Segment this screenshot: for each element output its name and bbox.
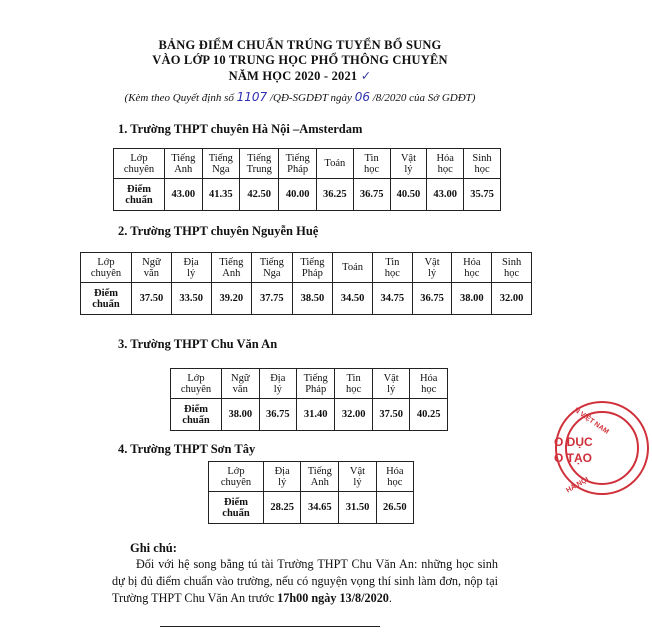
subject-cell: Tiếng Pháp <box>279 149 317 179</box>
row-label-score: Điểm chuẩn <box>171 399 222 431</box>
school-1-subject-row <box>114 149 501 179</box>
score-cell: 38.00 <box>222 399 260 431</box>
subject-cell: Tiếng Pháp <box>292 253 333 283</box>
school-3-table <box>170 368 448 431</box>
subject-cell: Tin học <box>353 149 390 179</box>
score-cell: 43.00 <box>427 179 464 211</box>
note-paragraph <box>112 556 498 607</box>
school-2-heading: 2. Trường THPT chuyên Nguyễn Huệ <box>118 224 319 238</box>
score-cell: 28.25 <box>264 492 301 524</box>
score-cell: 34.50 <box>333 283 373 315</box>
subject-cell: Vật lý <box>339 462 376 492</box>
subject-cell: Tiếng Pháp <box>297 369 335 399</box>
signature-line <box>160 626 380 627</box>
handwritten-check-mark: ✓ <box>360 68 372 83</box>
subject-cell: Tin học <box>372 253 412 283</box>
subject-cell: Địa lý <box>171 253 211 283</box>
school-2-score-row <box>81 283 532 315</box>
school-year: NĂM HỌC 2020 - 2021 <box>228 69 358 83</box>
subject-cell: Vật lý <box>412 253 452 283</box>
subject-cell: Tiếng Nga <box>252 253 293 283</box>
score-cell: 36.75 <box>353 179 390 211</box>
decision-reference <box>0 90 600 104</box>
subject-cell: Sinh học <box>492 253 532 283</box>
subject-cell: Hóa học <box>452 253 492 283</box>
handwritten-decision-number: 1107 <box>236 90 268 104</box>
seal-text-line-2: O TẠO <box>554 451 592 465</box>
school-4-table <box>208 461 414 524</box>
note-text-end: . <box>388 591 392 605</box>
score-cell: 40.25 <box>410 399 448 431</box>
subject-cell: Tiếng Anh <box>211 253 252 283</box>
score-cell: 39.20 <box>211 283 252 315</box>
score-cell: 26.50 <box>376 492 413 524</box>
score-cell: 32.00 <box>335 399 373 431</box>
school-2-table <box>80 252 532 315</box>
subject-cell: Toán <box>316 149 353 179</box>
row-label-class: Lớp chuyên <box>209 462 264 492</box>
subject-cell: Hóa học <box>410 369 448 399</box>
subject-cell: Toán <box>333 253 373 283</box>
score-cell: 41.35 <box>202 179 240 211</box>
school-1-table <box>113 148 501 211</box>
row-label-class: Lớp chuyên <box>81 253 132 283</box>
score-cell: 40.00 <box>279 179 317 211</box>
subject-cell: Tiếng Anh <box>165 149 203 179</box>
note-title: Ghi chú: <box>130 541 177 555</box>
score-cell: 36.75 <box>412 283 452 315</box>
score-cell: 34.75 <box>372 283 412 315</box>
score-cell: 37.50 <box>372 399 410 431</box>
school-1-heading: 1. Trường THPT chuyên Hà Nội –Amsterdam <box>118 122 363 136</box>
school-1-score-row <box>114 179 501 211</box>
school-4-subject-row <box>209 462 414 492</box>
score-cell: 31.50 <box>339 492 376 524</box>
ref-text-2: /QĐ-SGDĐT ngày <box>267 92 355 104</box>
score-cell: 38.00 <box>452 283 492 315</box>
note-deadline: 17h00 ngày 13/8/2020 <box>277 591 389 605</box>
handwritten-day: 06 <box>354 90 370 104</box>
subject-cell: Tin học <box>335 369 373 399</box>
subject-cell: Tiếng Anh <box>301 462 339 492</box>
score-cell: 36.75 <box>259 399 297 431</box>
school-4-score-row <box>209 492 414 524</box>
doc-title-line-2: VÀO LỚP 10 TRUNG HỌC PHỔ THÔNG CHUYÊN <box>152 53 448 67</box>
score-cell: 37.75 <box>252 283 293 315</box>
score-cell: 42.50 <box>240 179 279 211</box>
seal-ring-text-top: N VIỆT NAM <box>572 406 610 436</box>
score-cell: 38.50 <box>292 283 333 315</box>
subject-cell: Sinh học <box>464 149 501 179</box>
row-label-score: Điểm chuẩn <box>81 283 132 315</box>
school-3-score-row <box>171 399 448 431</box>
subject-cell: Ngữ văn <box>222 369 260 399</box>
subject-cell: Tiếng Nga <box>202 149 240 179</box>
ref-text-3: /8/2020 của Sở GDĐT) <box>369 92 476 104</box>
score-cell: 36.25 <box>316 179 353 211</box>
subject-cell: Hóa học <box>427 149 464 179</box>
row-label-score: Điểm chuẩn <box>209 492 264 524</box>
subject-cell: Vật lý <box>372 369 410 399</box>
subject-cell: Ngữ văn <box>132 253 172 283</box>
subject-cell: Địa lý <box>259 369 297 399</box>
subject-cell: Hóa học <box>376 462 413 492</box>
subject-cell: Tiếng Trung <box>240 149 279 179</box>
subject-cell: Địa lý <box>264 462 301 492</box>
school-4-heading: 4. Trường THPT Sơn Tây <box>118 442 256 456</box>
note-text: Đối với hệ song bằng tú tài Trường THPT Chu Văn An: những học sinh dự bị đủ điểm chuẩn vào trường, nếu có nguyện vọng thí sinh làm đơn, nộp tại Trường THPT Chu Văn An trước <box>112 557 498 605</box>
seal-ring-text-bottom: HÀ NỘI <box>565 476 591 495</box>
doc-title-line-1: BẢNG ĐIỂM CHUẨN TRÚNG TUYỂN BỔ SUNG <box>158 38 442 52</box>
row-label-class: Lớp chuyên <box>114 149 165 179</box>
score-cell: 37.50 <box>132 283 172 315</box>
doc-title-line-3 <box>0 68 600 84</box>
score-cell: 32.00 <box>492 283 532 315</box>
row-label-class: Lớp chuyên <box>171 369 222 399</box>
official-seal-stamp <box>552 398 652 498</box>
seal-text-line-1: O DỤC <box>554 435 593 449</box>
score-cell: 34.65 <box>301 492 339 524</box>
score-cell: 33.50 <box>171 283 211 315</box>
score-cell: 31.40 <box>297 399 335 431</box>
school-2-subject-row <box>81 253 532 283</box>
score-cell: 35.75 <box>464 179 501 211</box>
ref-text-1: (Kèm theo Quyết định số <box>124 92 237 104</box>
score-cell: 43.00 <box>165 179 203 211</box>
school-3-subject-row <box>171 369 448 399</box>
subject-cell: Vật lý <box>390 149 427 179</box>
score-cell: 40.50 <box>390 179 427 211</box>
row-label-score: Điểm chuẩn <box>114 179 165 211</box>
school-3-heading: 3. Trường THPT Chu Văn An <box>118 337 278 351</box>
